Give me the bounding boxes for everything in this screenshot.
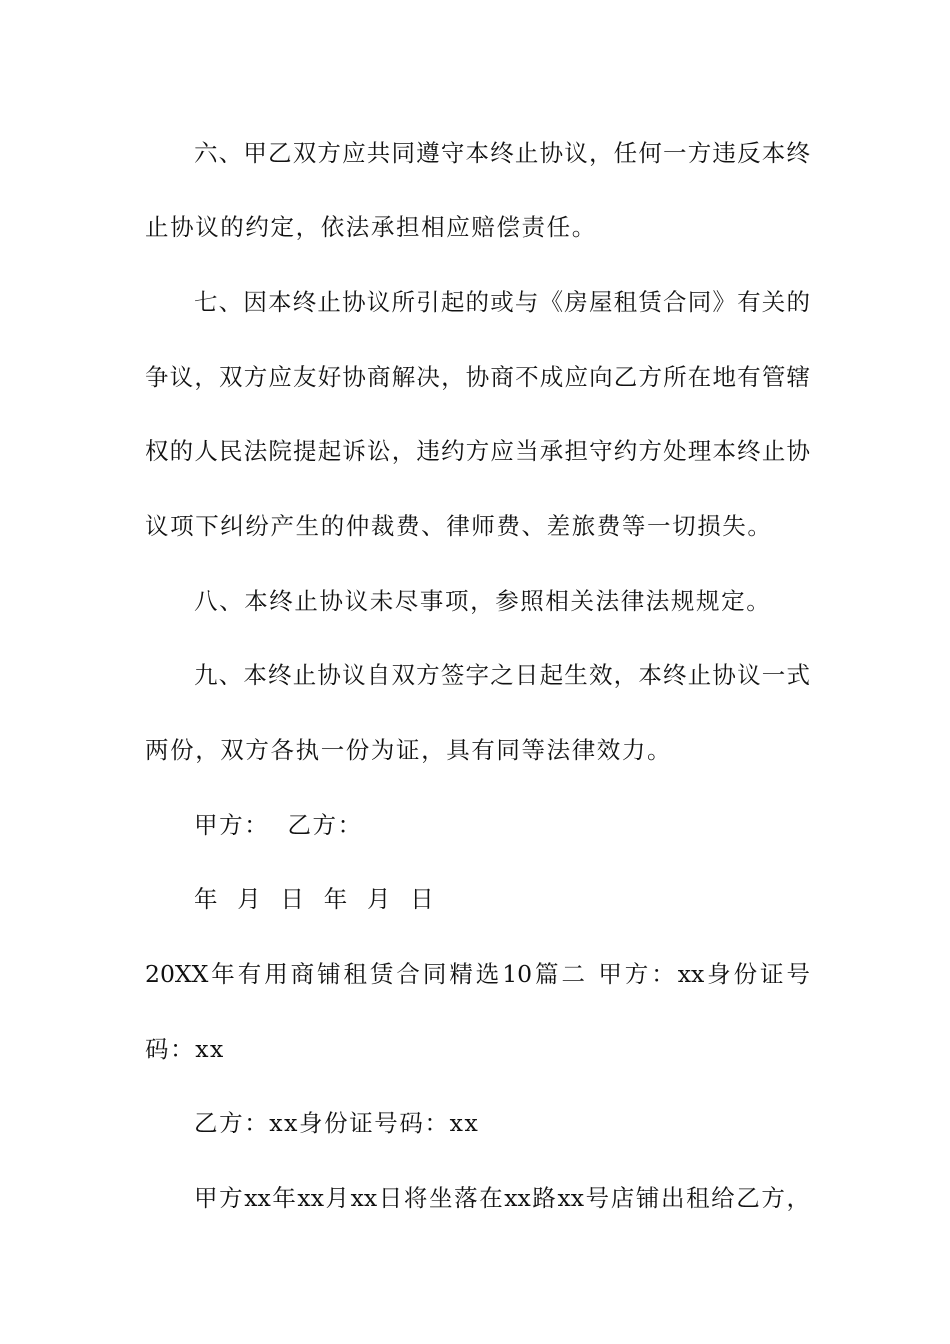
- clause-7-line-2: 争议，双方应友好协商解决，协商不成应向乙方所在地有管辖: [145, 363, 810, 391]
- clause-8-line-1: 八、本终止协议未尽事项，参照相关法律法规规定。: [194, 587, 772, 615]
- clause-7-line-3: 权的人民法院提起诉讼，违约方应当承担守约方处理本终止协: [145, 437, 810, 465]
- clause-9-line-2: 两份，双方各执一份为证，具有同等法律效力。: [145, 736, 673, 764]
- date-line: 年 月 日 年 月 日: [194, 885, 436, 913]
- clause-6-line-2: 止协议的约定，依法承担相应赔偿责任。: [145, 213, 597, 241]
- clause-7-line-4: 议项下纠纷产生的仲裁费、律师费、差旅费等一切损失。: [145, 512, 773, 540]
- clause-7-line-1: 七、因本终止协议所引起的或与《房屋租赁合同》有关的: [194, 288, 810, 316]
- party-signature-line: 甲方： 乙方：: [194, 811, 363, 839]
- contract-heading-line-1: 20XX年有用商铺租赁合同精选10篇二 甲方：xx身份证号: [145, 960, 810, 988]
- contract-heading-line-2: 码：xx: [145, 1035, 225, 1063]
- lease-clause-line-1: 甲方xx年xx月xx日将坐落在xx路xx号店铺出租给乙方，: [194, 1184, 810, 1212]
- clause-9-line-1: 九、本终止协议自双方签字之日起生效，本终止协议一式: [194, 661, 810, 689]
- party-b-id-line: 乙方：xx身份证号码：xx: [194, 1109, 480, 1137]
- clause-6-line-1: 六、甲乙双方应共同遵守本终止协议，任何一方违反本终: [194, 139, 810, 167]
